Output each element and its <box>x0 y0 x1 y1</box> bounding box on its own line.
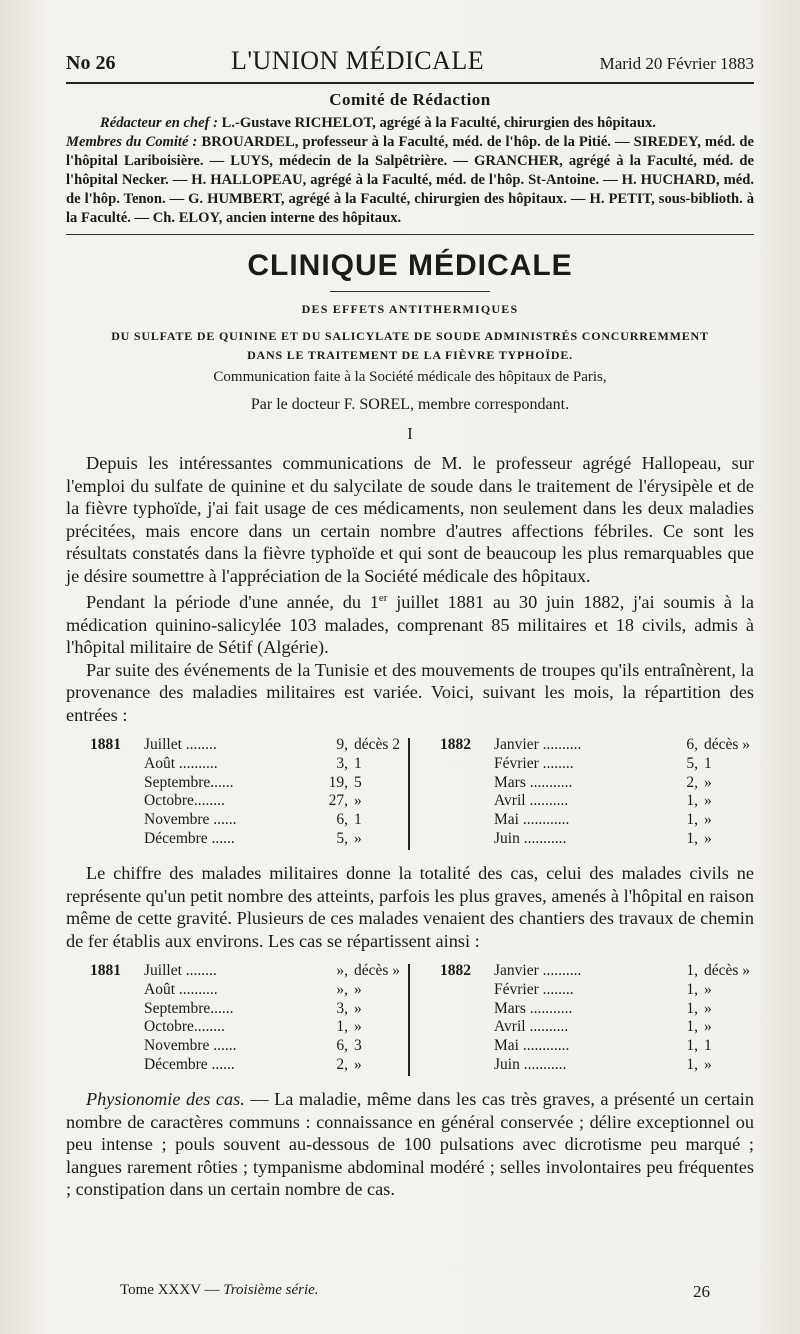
article-title: DES EFFETS ANTITHERMIQUES <box>301 302 519 316</box>
month-cell: Mars ........... <box>494 773 573 791</box>
year-cell: 1882 <box>440 736 471 754</box>
year-cell <box>440 811 494 830</box>
year-cell: 1881 <box>90 962 121 980</box>
month-cell: Mai ............ <box>494 811 570 829</box>
month-cell: Juillet ........ <box>144 962 217 980</box>
deaths-cell: 3 <box>354 1037 362 1055</box>
month-cell: Septembre...... <box>144 773 234 791</box>
deaths-cell: » <box>704 792 712 810</box>
month-cell: Février ........ <box>494 980 574 998</box>
deaths-cell: 1 <box>354 754 362 772</box>
p5-text: — La maladie, même dans les cas très graves, a présenté un certain nombre de caractères communs : connaissance en général conservée ; délire exceptionnel ou peu intense ; pouls souvent au-dessous de 100 pulsations avec dicrotisme peu marqué ; langues rarement rôties ; tympanisme abdominal modéré ; selles involontaires peu fréquentes ; constipation dans un certain nombre de cas. <box>66 1089 754 1200</box>
table-row <box>90 774 390 793</box>
table1-right-column <box>440 736 750 849</box>
table-row <box>440 792 750 811</box>
table-row <box>90 1000 390 1019</box>
table-row <box>440 962 750 981</box>
year-cell <box>90 774 144 793</box>
editor-label: Rédacteur en chef : <box>100 115 218 131</box>
column-separator <box>408 964 410 1076</box>
table-row <box>440 1018 750 1037</box>
divider <box>66 234 754 235</box>
count-cell: 2, <box>686 773 698 791</box>
count-cell: », <box>336 962 348 980</box>
table-row <box>440 736 750 755</box>
year-cell <box>440 774 494 793</box>
month-cell: Août .......... <box>144 980 218 998</box>
table-row <box>90 811 390 830</box>
table-row <box>440 1000 750 1019</box>
table-row <box>90 755 390 774</box>
p5-heading: Physionomie des cas. <box>86 1089 245 1110</box>
year-cell <box>440 830 494 849</box>
committee-members <box>66 133 754 228</box>
deaths-cell: » <box>704 980 712 998</box>
year-cell <box>90 981 144 1000</box>
p2-sup: er <box>378 592 388 604</box>
month-cell: Juin ........... <box>494 1056 567 1074</box>
year-cell <box>440 792 494 811</box>
civil-cases-table <box>66 962 754 1080</box>
count-cell: 1, <box>686 1018 698 1036</box>
issue-number: No 26 <box>66 52 116 74</box>
deaths-cell: » <box>704 830 712 848</box>
year-cell <box>440 1037 494 1056</box>
editor-in-chief <box>66 114 754 133</box>
count-cell: 1, <box>686 792 698 810</box>
author-line: Par le docteur F. SOREL, membre correspondant. <box>250 396 570 413</box>
paragraph-2 <box>66 587 754 659</box>
table2-right-column <box>440 962 750 1075</box>
month-cell: Mars ........... <box>494 999 573 1017</box>
month-cell: Mai ............ <box>494 1037 570 1055</box>
serie: Troisième série. <box>223 1282 319 1298</box>
count-cell: 19, <box>328 773 348 791</box>
table-row <box>440 1056 750 1075</box>
page-number: 26 <box>693 1282 710 1301</box>
count-cell: 1, <box>686 1037 698 1055</box>
table-row <box>90 1018 390 1037</box>
count-cell: 5, <box>686 754 698 772</box>
year-cell <box>90 830 144 849</box>
month-cell: Avril .......... <box>494 792 569 810</box>
count-cell: 3, <box>336 754 348 772</box>
deaths-cell: » <box>354 830 362 848</box>
count-cell: 1, <box>686 999 698 1017</box>
table-row <box>440 755 750 774</box>
count-cell: 27, <box>328 792 348 810</box>
deaths-cell: » <box>704 811 712 829</box>
month-cell: Novembre ...... <box>144 811 237 829</box>
month-cell: Décembre ...... <box>144 830 235 848</box>
month-cell: Août .......... <box>144 754 218 772</box>
paragraph-1: Depuis les intéressantes communications de M. le professeur agrégé Hallopeau, sur l'emploi du sulfate de quinine et du salycilate de soude dans le traitement de l'érysipèle et de la fièvre typhoïde, j'ai fait usage de ces médicaments, non seulement dans les deux maladies précitées, mais encore dans un certain nombre d'autres affections fébriles. Ce sont les résultats constatés dans la fièvre typhoïde et qui sont de beaucoup les plus remarquables que je désire soumettre à l'appréciation de la Société médicale des hôpitaux. <box>66 453 754 586</box>
table1-left-column <box>90 736 401 849</box>
count-cell: 1, <box>686 811 698 829</box>
month-cell: Juillet ........ <box>144 736 217 754</box>
column-separator <box>408 738 410 850</box>
year-cell <box>440 981 494 1000</box>
month-cell: Septembre...... <box>144 999 234 1017</box>
deaths-cell: décès » <box>704 736 751 754</box>
committee-title: Comité de Rédaction <box>329 90 491 109</box>
article-subtitle-2: DANS LE TRAITEMENT DE LA FIÈVRE TYPHOÏDE. <box>247 348 573 362</box>
table2-left-column <box>90 962 401 1075</box>
part-number: I <box>407 424 413 443</box>
month-cell: Octobre........ <box>144 1018 225 1036</box>
deaths-cell: » <box>354 980 362 998</box>
year-cell <box>90 792 144 811</box>
deaths-cell: » <box>704 1056 712 1074</box>
section-title: CLINIQUE MÉDICALE <box>247 249 573 282</box>
year-cell <box>440 1056 494 1075</box>
table-row <box>90 981 390 1000</box>
count-cell: 1, <box>686 1056 698 1074</box>
deaths-cell: » <box>354 1056 362 1074</box>
year-cell <box>440 1000 494 1019</box>
members-label: Membres du Comité : <box>66 134 198 150</box>
year-cell: 1881 <box>90 736 121 754</box>
count-cell: 6, <box>336 811 348 829</box>
p2-end: juillet 1881 au 30 juin 1882, j'ai soumis à la médication quinino-salicylée 103 malades, comprenant 85 militaires et 18 civils, admis à l'hôpital militaire de Sétif (Algérie). <box>66 592 754 658</box>
year-cell <box>90 1056 144 1075</box>
count-cell: 9, <box>336 736 348 754</box>
tome-line <box>120 1282 319 1302</box>
month-cell: Janvier .......... <box>494 962 582 980</box>
year-cell <box>90 1037 144 1056</box>
section-divider <box>330 291 490 292</box>
table-row <box>90 792 390 811</box>
deaths-cell: » <box>354 999 362 1017</box>
table-row <box>90 1056 390 1075</box>
month-cell: Décembre ...... <box>144 1056 235 1074</box>
count-cell: 6, <box>336 1037 348 1055</box>
deaths-cell: » <box>354 1018 362 1036</box>
deaths-cell: 1 <box>704 1037 712 1055</box>
deaths-cell: 1 <box>354 811 362 829</box>
month-cell: Février ........ <box>494 754 574 772</box>
military-cases-table <box>66 736 754 854</box>
deaths-cell: » <box>704 1018 712 1036</box>
journal-title: L'UNION MÉDICALE <box>230 46 485 75</box>
paragraph-4: Le chiffre des malades militaires donne la totalité des cas, celui des malades civils ne représente qu'un petit nombre des atteints, parfois les plus graves, amenés à l'hôpital en raison même de cette gravité. Plusieurs de ces malades venaient des chantiers des travaux de chemin de fer établis aux environs. Les cas se répartissent ainsi : <box>66 863 754 951</box>
paragraph-3: Par suite des événements de la Tunisie et des mouvements de troupes qu'ils entraînèrent, la provenance des maladies militaires est variée. Voici, suivant les mois, la répartition des entrées : <box>66 659 754 725</box>
year-cell: 1882 <box>440 962 471 980</box>
table-row <box>90 830 390 849</box>
month-cell: Juin ........... <box>494 830 567 848</box>
table-row <box>440 981 750 1000</box>
table-row <box>90 1037 390 1056</box>
count-cell: 5, <box>336 830 348 848</box>
issue-date: Marid 20 Février 1883 <box>599 54 754 73</box>
members-text: BROUARDEL, professeur à la Faculté, méd. de l'hôp. de la Pitié. — SIREDEY, méd. de l'hôpital Lariboisière. — LUYS, médecin de la Salpêtrière. — GRANCHER, agrégé à la Faculté, méd. de l'hôpital Necker. — H. HALLOPEAU, agrégé à la Faculté, méd. de l'hôp. St-Antoine. — H. HUCHARD, méd. de l'hôp. Tenon. — G. HUMBERT, agrégé à la Faculté, chirurgien des hôpitaux. — H. PETIT, sous-biblioth. à la Faculté. — Ch. ELOY, ancien interne des hôpitaux. <box>66 134 754 226</box>
deaths-cell: décès 2 <box>354 736 401 754</box>
deaths-cell: » <box>704 773 712 791</box>
editor-text: L.-Gustave RICHELOT, agrégé à la Faculté, chirurgien des hôpitaux. <box>221 115 656 131</box>
table-row <box>440 830 750 849</box>
table-row <box>90 962 401 981</box>
tome: Tome XXXV — <box>120 1282 220 1298</box>
count-cell: 1, <box>686 980 698 998</box>
count-cell: 3, <box>336 999 348 1017</box>
count-cell: 1, <box>686 962 698 980</box>
deaths-cell: décès » <box>704 962 751 980</box>
year-cell <box>440 1018 494 1037</box>
table-row <box>440 1037 750 1056</box>
running-header <box>66 46 754 84</box>
month-cell: Novembre ...... <box>144 1037 237 1055</box>
deaths-cell: 5 <box>354 773 362 791</box>
p2-start: Pendant la période d'une année, du 1 <box>86 592 379 613</box>
count-cell: 1, <box>336 1018 348 1036</box>
year-cell <box>90 1000 144 1019</box>
deaths-cell: décès » <box>354 962 401 980</box>
page-footer <box>120 1282 710 1302</box>
count-cell: 2, <box>336 1056 348 1074</box>
paragraph-5 <box>66 1088 754 1201</box>
communication-note: Communication faite à la Société médicale des hôpitaux de Paris, <box>213 369 607 385</box>
year-cell <box>90 755 144 774</box>
table-row <box>440 774 750 793</box>
deaths-cell: 1 <box>704 754 712 772</box>
year-cell <box>90 811 144 830</box>
year-cell <box>90 1018 144 1037</box>
count-cell: 6, <box>686 736 698 754</box>
editorial-committee <box>66 90 754 228</box>
month-cell: Octobre........ <box>144 792 225 810</box>
month-cell: Avril .......... <box>494 1018 569 1036</box>
table-row <box>440 811 750 830</box>
year-cell <box>440 755 494 774</box>
table-row <box>90 736 401 755</box>
count-cell: », <box>336 980 348 998</box>
count-cell: 1, <box>686 830 698 848</box>
article-subtitle-1: DU SULFATE DE QUININE ET DU SALICYLATE DE SOUDE ADMINISTRÉS CONCURREMMENT <box>111 329 709 343</box>
deaths-cell: » <box>704 999 712 1017</box>
month-cell: Janvier .......... <box>494 736 582 754</box>
deaths-cell: » <box>354 792 362 810</box>
